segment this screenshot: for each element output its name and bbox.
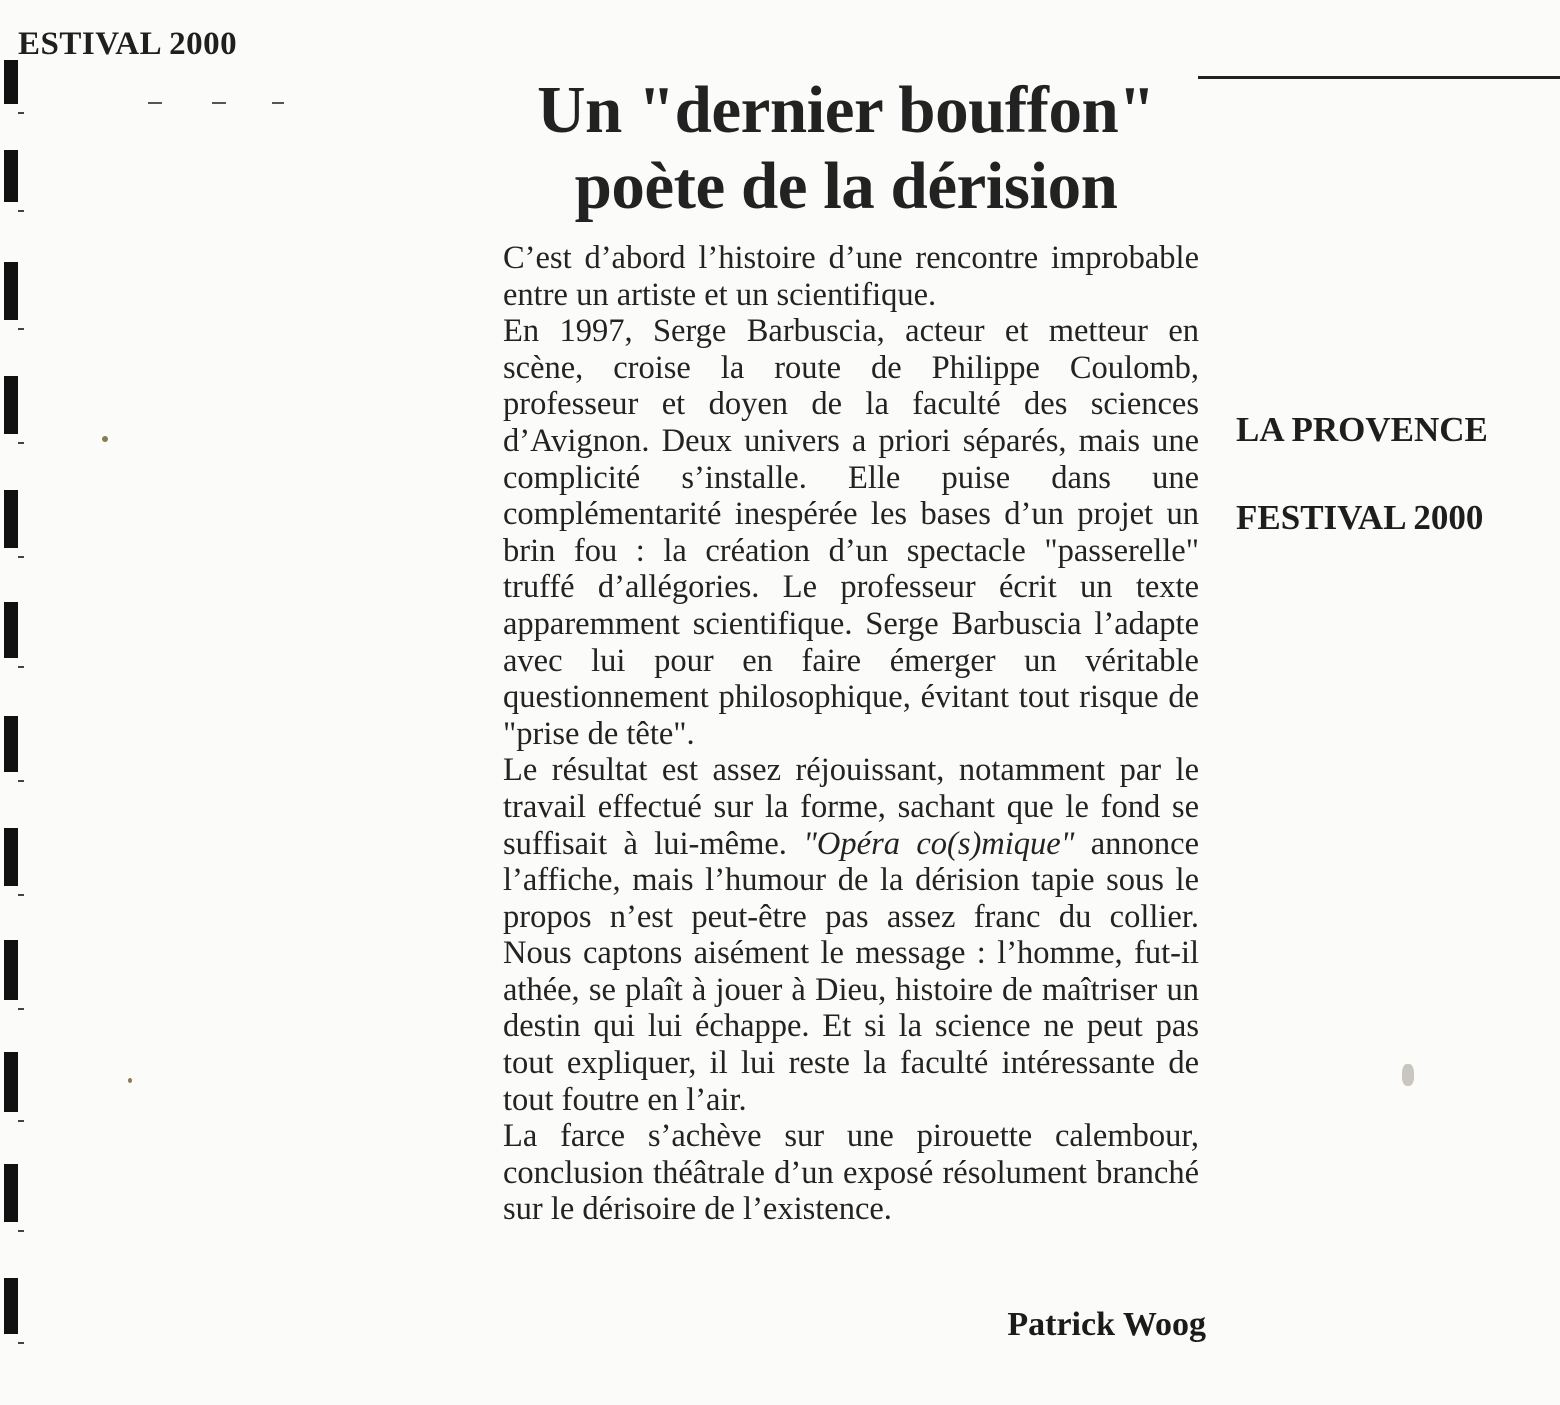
paragraph-text: Le résultat est assez réjouissant, notamment par le travail effectué sur la forme, sachant que le fond se suffisait à lui-même. — [503, 752, 1199, 862]
paragraph-text: En 1997, Serge Barbuscia, acteur et metteur en scène, croise la route de Philippe Coulomb, professeur et doyen de la faculté des sciences d’Avignon. Deux univers a priori séparés, mais une complicité s’installe. Elle puise dans une complémentarité inespérée les bases d’un projet un brin fou : la création d’un spectacle "passerelle" truffé d’allégories. Le professeur écrit un texte apparemment scientifique. Serge Barbuscia l’adapte avec lui pour en faire émerger un véritable questionnement philosophique, évitant tout risque de "prise de tête". — [503, 313, 1199, 752]
source-label: LA PROVENCE — [1236, 410, 1488, 449]
binding-tick — [18, 442, 24, 444]
binding-mark — [4, 940, 18, 1000]
article-paragraph — [503, 752, 1199, 1118]
scan-speck — [102, 436, 108, 442]
binding-tick — [18, 1120, 24, 1122]
byline: Patrick Woog — [1007, 1306, 1206, 1343]
binding-tick — [18, 210, 24, 212]
scan-speck — [128, 1078, 132, 1083]
binding-mark — [4, 262, 18, 320]
show-title-emphasis: "Opéra co(s)mique" — [803, 825, 1075, 862]
paragraph-text: La farce s’achève sur une pirouette calembour, conclusion théâtrale d’un exposé résolument branché sur le dérisoire de l’existence. — [503, 1118, 1199, 1228]
binding-tick — [18, 1230, 24, 1232]
dash-rule — [272, 102, 284, 104]
paragraph-text: C’est d’abord l’histoire d’une rencontre improbable entre un artiste et un scientifique. — [503, 240, 1199, 313]
binding-mark — [4, 60, 18, 104]
top-rule — [1198, 76, 1560, 79]
binding-tick — [18, 1342, 24, 1344]
binding-tick — [18, 112, 24, 114]
dash-rule — [212, 102, 226, 104]
binding-mark — [4, 828, 18, 886]
binding-tick — [18, 1008, 24, 1010]
paragraph-text: annonce l’affiche, mais l’humour de la dérision tapie sous le propos n’est peut-être pas assez franc du collier. Nous captons aisément le message : l’homme, fut-il athée, se plaît à jouer à Dieu, histoire de maîtriser un destin qui lui échappe. Et si la science ne peut pas tout expliquer, il lui reste la faculté intéressante de tout foutre en l’air. — [503, 825, 1200, 1118]
binding-mark — [4, 376, 18, 434]
binding-tick — [18, 894, 24, 896]
binding-mark — [4, 1278, 18, 1334]
headline — [470, 72, 1222, 224]
binding-mark — [4, 490, 18, 548]
headline-line: Un "dernier bouffon" — [537, 73, 1155, 147]
header-festival-partial: ESTIVAL 2000 — [18, 26, 238, 62]
article-paragraph — [503, 313, 1199, 752]
binding-mark — [4, 1052, 18, 1112]
binding-strip — [0, 0, 26, 1405]
article-paragraph — [503, 1118, 1199, 1228]
binding-mark — [4, 1164, 18, 1222]
article-body — [503, 240, 1199, 1228]
binding-tick — [18, 780, 24, 782]
edition-label: FESTIVAL 2000 — [1236, 498, 1484, 537]
article-paragraph — [503, 240, 1199, 313]
binding-mark — [4, 150, 18, 202]
binding-mark — [4, 716, 18, 772]
dash-rule — [148, 102, 162, 104]
binding-tick — [18, 666, 24, 668]
headline-line: poète de la dérision — [574, 149, 1118, 223]
binding-mark — [4, 602, 18, 658]
binding-tick — [18, 556, 24, 558]
scan-speck — [1402, 1064, 1414, 1086]
binding-tick — [18, 328, 24, 330]
